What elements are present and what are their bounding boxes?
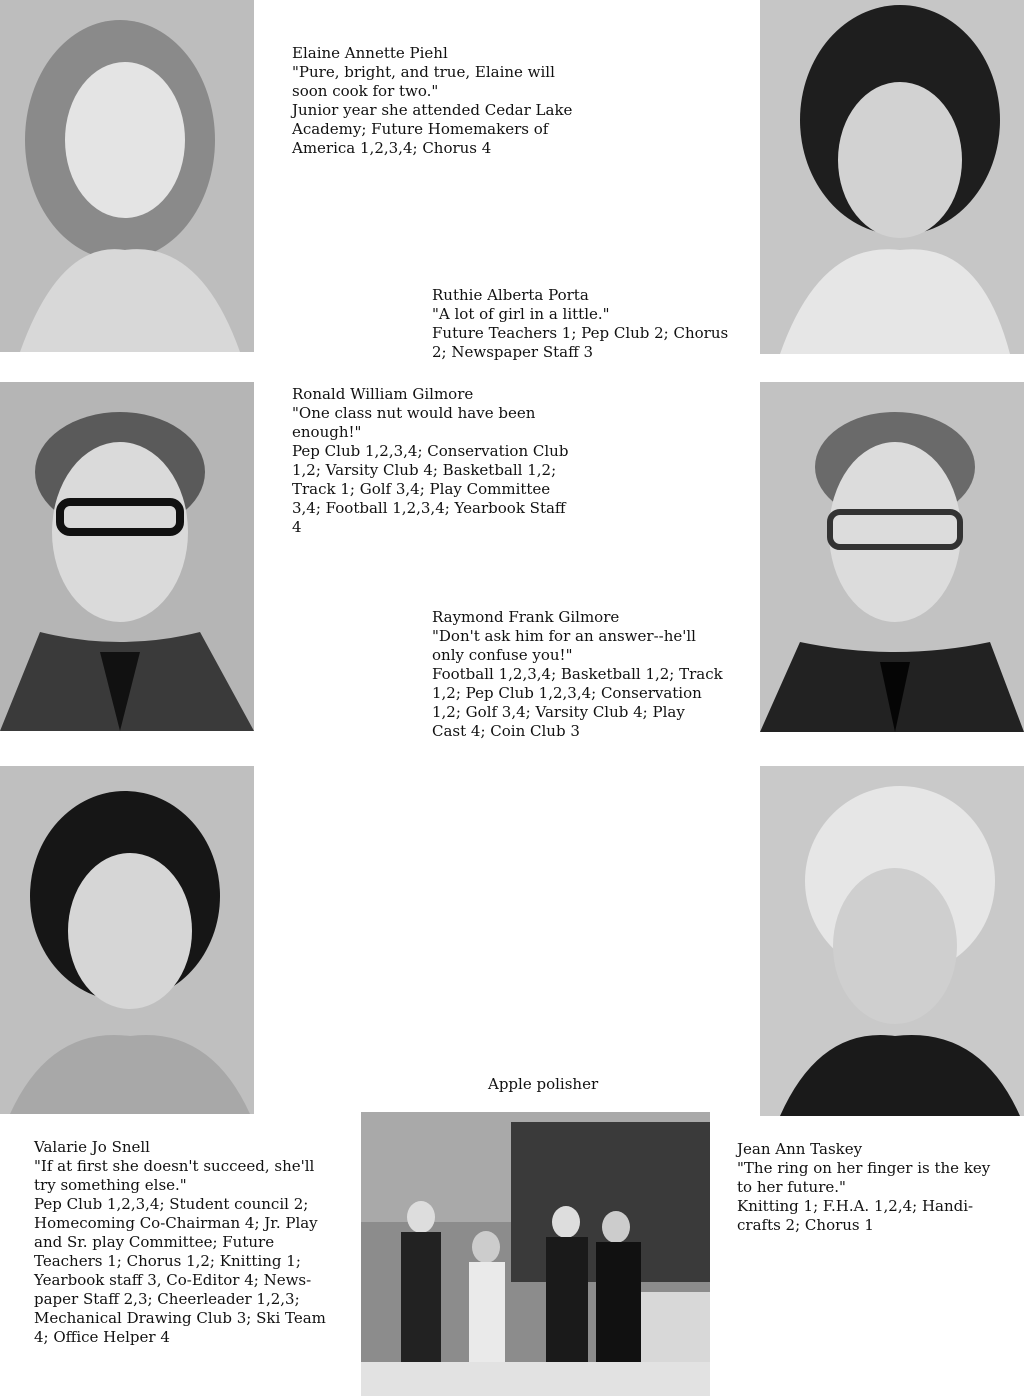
student-quote: "A lot of girl in a little." bbox=[432, 305, 610, 323]
bio-valarie-snell bbox=[34, 1138, 344, 1347]
portrait-jean-taskey bbox=[760, 766, 1024, 1116]
candid-caption: Apple polisher bbox=[488, 1075, 599, 1093]
bio-ruthie-porta bbox=[432, 286, 742, 362]
student-activities: Football 1,2,3,4; Basketball 1,2; Track 1,2; Pep Club 1,2,3,4; Conservation 1,2; Golf 3,4; Varsity Club 4; Play Cast 4; Coin Club 3 bbox=[432, 665, 723, 740]
student-quote: "If at first she doesn't succeed, she'll try something else." bbox=[34, 1157, 315, 1194]
student-quote: "The ring on her finger is the key to her future." bbox=[737, 1159, 991, 1196]
bio-raymond-gilmore bbox=[432, 608, 742, 741]
bio-jean-taskey bbox=[737, 1140, 1017, 1235]
student-name: Jean Ann Taskey bbox=[737, 1140, 863, 1158]
portrait-raymond-gilmore bbox=[760, 382, 1024, 732]
candid-photo-apple-polisher bbox=[361, 1112, 710, 1396]
bio-elaine-piehl bbox=[292, 44, 592, 158]
student-quote: "Don't ask him for an answer--he'll only confuse you!" bbox=[432, 627, 696, 664]
student-activities: Junior year she attended Cedar Lake Academy; Future Homemakers of America 1,2,3,4; Chorus 4 bbox=[292, 101, 573, 157]
student-quote: "Pure, bright, and true, Elaine will soon cook for two." bbox=[292, 63, 555, 100]
student-activities: Pep Club 1,2,3,4; Student council 2; Homecoming Co-Chairman 4; Jr. Play and Sr. play Committee; Future Teachers 1; Chorus 1,2; Knitting 1; Yearbook staff 3, Co-Editor 4; News- paper Staff 2,3; Cheerleader 1,2,3; Mechanical Drawing Club 3; Ski Team 4; Office Helper 4 bbox=[34, 1195, 326, 1346]
portrait-ronald-gilmore bbox=[0, 382, 254, 731]
portrait-ruthie-porta bbox=[760, 0, 1024, 354]
student-activities: Pep Club 1,2,3,4; Conservation Club 1,2; Varsity Club 4; Basketball 1,2; Track 1; Golf 3,4; Play Committee 3,4; Football 1,2,3,4; Yearbook Staff 4 bbox=[292, 442, 569, 536]
student-name: Ronald William Gilmore bbox=[292, 385, 474, 403]
student-quote: "One class nut would have been enough!" bbox=[292, 404, 536, 441]
student-name: Valarie Jo Snell bbox=[34, 1138, 150, 1156]
student-name: Raymond Frank Gilmore bbox=[432, 608, 620, 626]
bio-ronald-gilmore bbox=[292, 385, 592, 537]
portrait-elaine-piehl bbox=[0, 0, 254, 352]
student-activities: Future Teachers 1; Pep Club 2; Chorus 2; Newspaper Staff 3 bbox=[432, 324, 729, 361]
student-name: Elaine Annette Piehl bbox=[292, 44, 448, 62]
portrait-valarie-snell bbox=[0, 766, 254, 1114]
student-name: Ruthie Alberta Porta bbox=[432, 286, 589, 304]
student-activities: Knitting 1; F.H.A. 1,2,4; Handi- crafts 2; Chorus 1 bbox=[737, 1197, 974, 1234]
